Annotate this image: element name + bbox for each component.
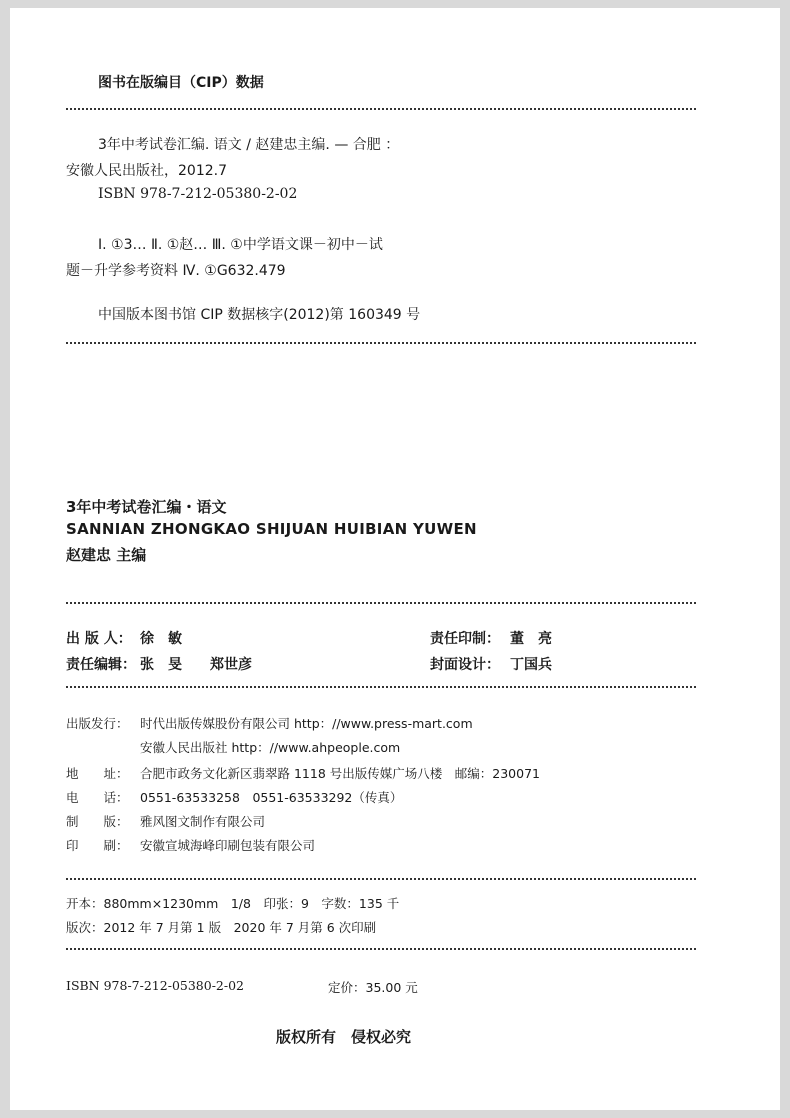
printer-value: 安徽宣城海峰印刷包装有限公司 <box>140 838 316 853</box>
divider <box>66 108 696 110</box>
divider <box>66 948 696 950</box>
spec-line2: 版次：2012 年 7 月第 1 版 2020 年 7 月第 6 次印刷 <box>66 920 377 935</box>
plate-value: 雅风图文制作有限公司 <box>140 814 266 829</box>
price: 定价：35.00 元 <box>328 980 418 995</box>
cip-class2: 题－升学参考资料 Ⅳ. ①G632.479 <box>66 263 286 279</box>
footer-isbn: ISBN 978-7-212-05380-2-02 <box>66 978 245 993</box>
printer-label: 印 刷： <box>66 838 129 853</box>
rights-notice: 版权所有 侵权必究 <box>276 1028 412 1046</box>
tel-value: 0551-63533258 0551-63533292（传真） <box>140 790 403 805</box>
plate-label: 制 版： <box>66 814 129 829</box>
divider <box>66 686 696 688</box>
editor-label: 责任编辑： <box>66 657 136 673</box>
dist-value: 时代出版传媒股份有限公司 http：//www.press-mart.com <box>140 716 473 731</box>
book-title: 3年中考试卷汇编・语文 <box>66 498 227 516</box>
publisher-label: 出 版 人： <box>66 631 132 647</box>
dist-value-2: 安徽人民出版社 http：//www.ahpeople.com <box>140 740 401 755</box>
cip-line2: 安徽人民出版社，2012.7 <box>66 163 227 179</box>
divider <box>66 342 696 344</box>
book-editor: 赵建忠 主编 <box>66 546 147 564</box>
dist-label: 出版发行： <box>66 716 129 731</box>
divider <box>66 602 696 604</box>
tel-label: 电 话： <box>66 790 129 805</box>
publisher-name: 徐 敏 <box>140 631 182 647</box>
print-name: 董 亮 <box>510 631 552 647</box>
copyright-page <box>10 8 780 1110</box>
spec-line1: 开本：880mm×1230mm 1/8 印张：9 字数：135 千 <box>66 896 400 911</box>
cip-class1: Ⅰ. ①3… Ⅱ. ①赵… Ⅲ. ①中学语文课－初中－试 <box>98 237 383 253</box>
cover-label: 封面设计： <box>430 657 500 673</box>
book-title-pinyin: SANNIAN ZHONGKAO SHIJUAN HUIBIAN YUWEN <box>66 520 477 538</box>
addr-value: 合肥市政务文化新区翡翠路 1118 号出版传媒广场八楼 邮编：230071 <box>140 766 540 781</box>
editor-names: 张 旻 郑世彦 <box>140 657 252 673</box>
cip-line1: 3年中考试卷汇编. 语文 / 赵建忠主编. — 合肥 ： <box>98 137 400 153</box>
cip-library: 中国版本图书馆 CIP 数据核字(2012)第 160349 号 <box>98 307 421 323</box>
cover-name: 丁国兵 <box>510 657 552 673</box>
cip-isbn: ISBN 978-7-212-05380-2-02 <box>98 186 298 202</box>
addr-label: 地 址： <box>66 766 129 781</box>
divider <box>66 878 696 880</box>
cip-header: 图书在版编目（CIP）数据 <box>98 75 264 91</box>
print-label: 责任印制： <box>430 631 500 647</box>
